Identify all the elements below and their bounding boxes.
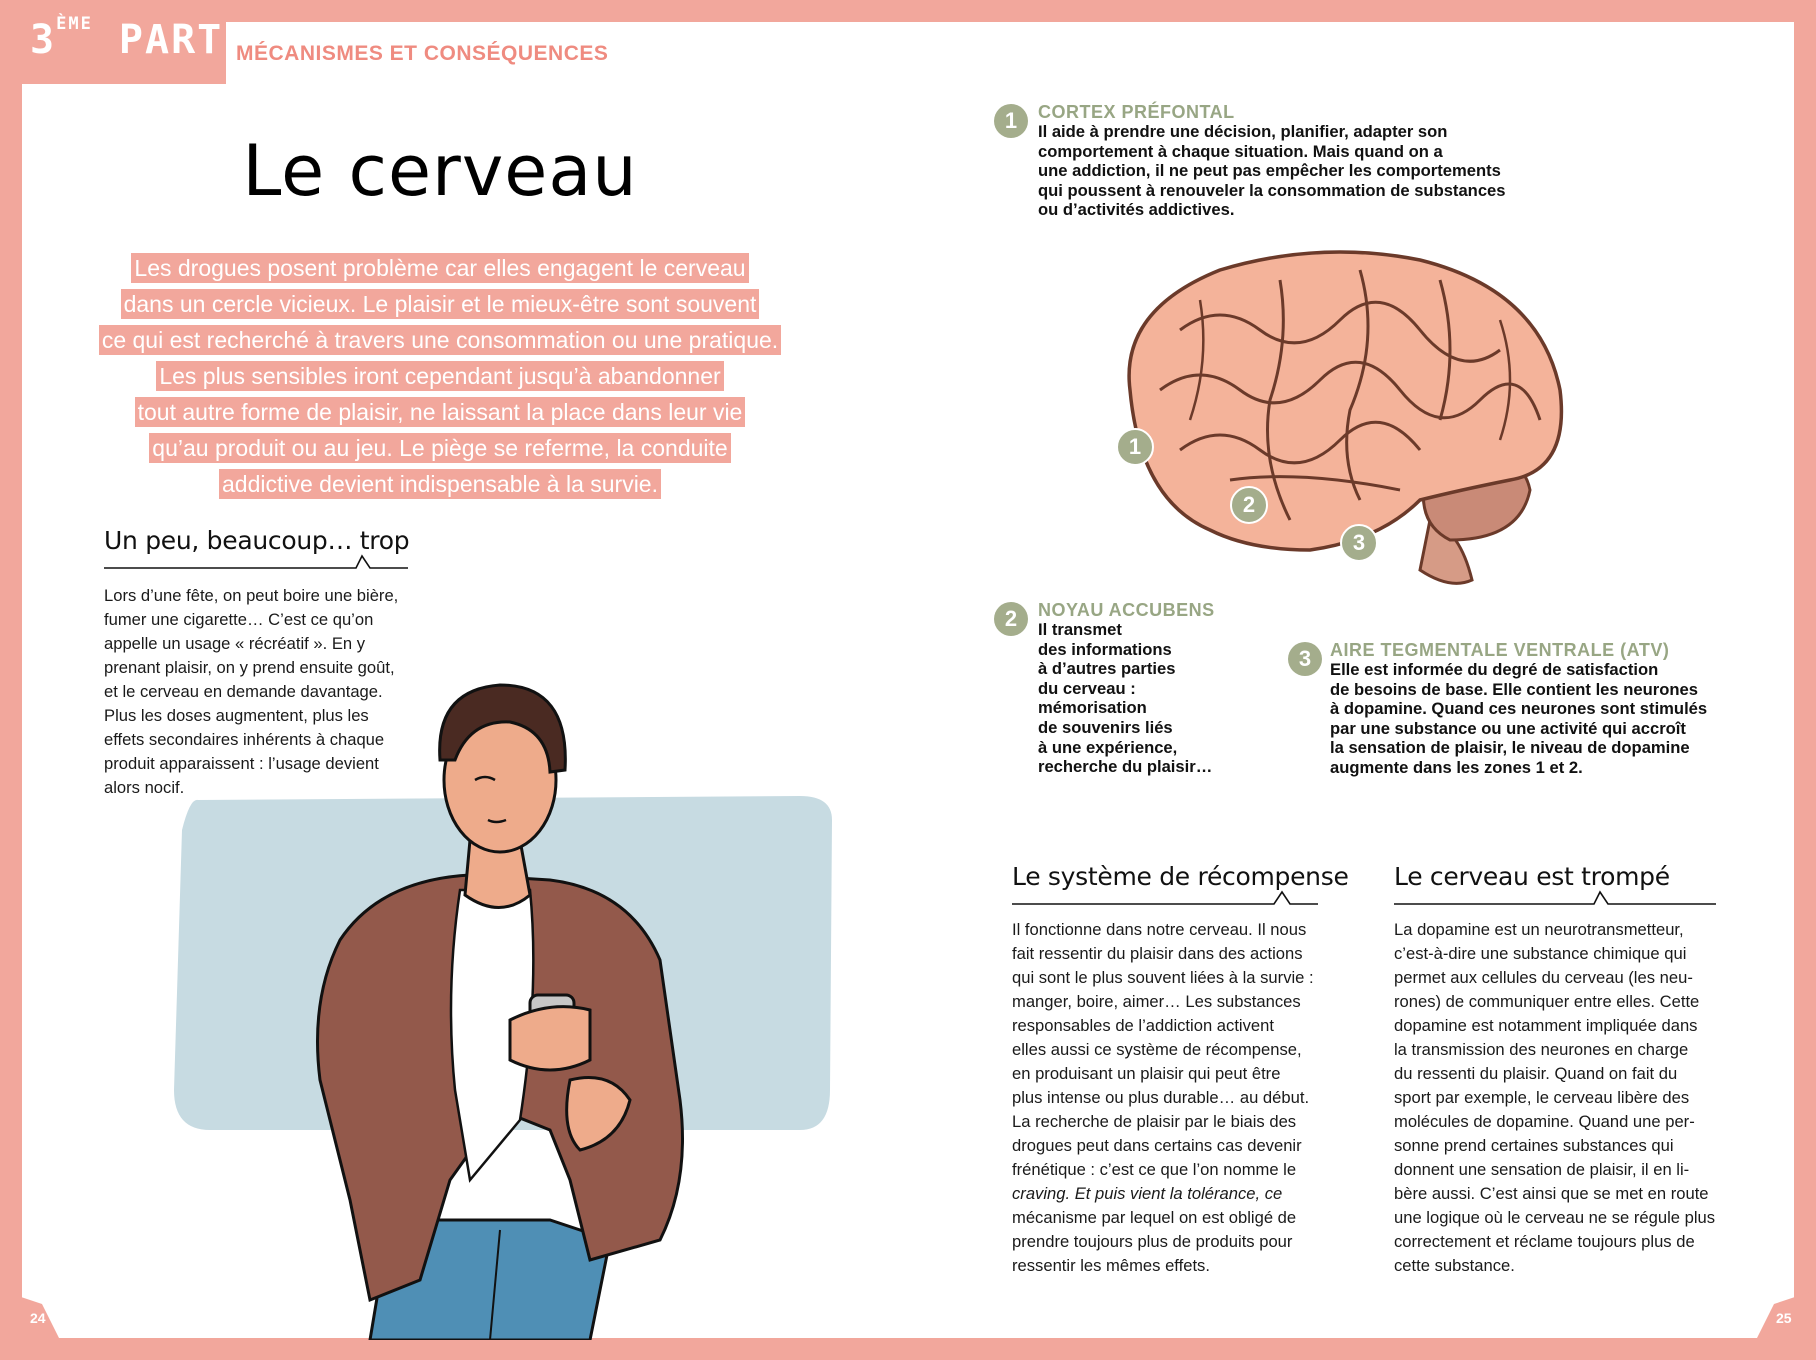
text-line: rones) de communiquer entre elles. Cette [1394, 992, 1700, 1011]
callout-number-2: 2 [994, 602, 1028, 636]
text-line: molécules de dopamine. Quand une per- [1394, 1112, 1695, 1131]
text-line: Il transmet [1038, 620, 1122, 639]
text-line: c’est-à-dire une substance chimique qui [1394, 944, 1687, 963]
text-line: fait ressentir du plaisir dans des actions [1012, 944, 1303, 963]
callout-title-2: NOYAU ACCUBENS [1038, 600, 1215, 620]
callout-title-3: AIRE TEGMENTALE VENTRALE (ATV) [1330, 640, 1670, 660]
text-line: La recherche de plaisir par le biais des [1012, 1112, 1297, 1131]
intro-line: qu’au produit ou au jeu. Le piège se referme, la conduite [149, 433, 730, 463]
text-line: plus intense ou plus durable… au début. [1012, 1088, 1310, 1107]
text-line: la transmission des neurones en charge [1394, 1040, 1689, 1059]
text-line: augmente dans les zones 1 et 2. [1330, 757, 1583, 777]
text-line: Plus les doses augmentent, plus les [104, 706, 369, 725]
page-number-left: 24 [30, 1310, 46, 1326]
text-line: de besoins de base. Elle contient les neurones [1330, 679, 1698, 699]
section-title-usage: Un peu, beaucoup… trop [104, 526, 410, 555]
page-title: Le cerveau [242, 130, 638, 212]
text-line: effets secondaires inhérents à chaque [104, 730, 385, 749]
text-line: La dopamine est un neurotransmetteur, [1394, 920, 1684, 939]
text-line: à d’autres parties [1038, 659, 1176, 679]
brain-marker-3: 3 [1340, 524, 1378, 562]
text-line: craving. Et puis vient la tolérance, ce [1012, 1184, 1283, 1203]
text-line: cette substance. [1394, 1256, 1515, 1275]
hand-holding [510, 1007, 590, 1070]
text-line: frénétique : c’est ce que l’on nomme le [1012, 1160, 1297, 1179]
brain-marker-1: 1 [1116, 428, 1154, 466]
text-line: bère aussi. C’est ainsi que se met en route [1394, 1184, 1709, 1203]
intro-line: tout autre forme de plaisir, ne laissant la place dans leur vie [135, 397, 746, 427]
young-man-illustration [170, 660, 870, 1340]
text-line: fumer une cigarette… C’est ce qu’on [104, 610, 374, 629]
text-line: appelle un usage « récréatif ». En y [104, 634, 366, 653]
text-line: du ressenti du plaisir. Quand on fait du [1394, 1064, 1678, 1083]
brain-marker-2: 2 [1230, 486, 1268, 524]
text-line: Il fonctionne dans notre cerveau. Il nous [1012, 920, 1307, 939]
callout-text-2 [1038, 620, 1238, 777]
text-line: elles aussi ce système de récompense, [1012, 1040, 1302, 1059]
text-line: une addiction, il ne peut pas empêcher les comportements [1038, 161, 1501, 181]
text-line: qui poussent à renouveler la consommation de substances [1038, 180, 1506, 200]
text-line: permet aux cellules du cerveau (les neu- [1394, 968, 1693, 987]
text-line: dopamine est notamment impliquée dans [1394, 1016, 1698, 1035]
section-body-fooled [1394, 918, 1716, 1278]
text-line: Il aide à prendre une décision, planifier, adapter son [1038, 122, 1448, 141]
section-title-fooled: Le cerveau est trompé [1394, 862, 1670, 891]
section-rule-fooled [1394, 884, 1716, 908]
text-line: Lors d’une fête, on peut boire une bière, [104, 586, 399, 605]
callout-number-1: 1 [994, 104, 1028, 138]
text-line: par une substance ou une activité qui accroît [1330, 718, 1686, 738]
text-line: manger, boire, aimer… Les substances [1012, 992, 1301, 1011]
text-line: Elle est informée du degré de satisfaction [1330, 660, 1659, 679]
intro-paragraph [70, 250, 810, 502]
intro-line: Les plus sensibles iront cependant jusqu’à abandonner [156, 361, 723, 391]
text-line: à dopamine. Quand ces neurones sont stimulés [1330, 699, 1708, 719]
callout-title-1: CORTEX PRÉFONTAL [1038, 102, 1235, 122]
section-tag: MÉCANISMES ET CONSÉQUENCES [236, 42, 609, 65]
text-line: sonne prend certaines substances qui [1394, 1136, 1674, 1155]
text-line: la sensation de plaisir, le niveau de dopamine [1330, 738, 1690, 758]
callout-number-3: 3 [1288, 642, 1322, 676]
text-line: à une expérience, [1038, 737, 1178, 757]
text-line: de souvenirs liés [1038, 717, 1173, 737]
part-tab [0, 0, 276, 84]
page-number-right: 25 [1776, 1310, 1792, 1326]
section-rule-usage [104, 548, 408, 572]
text-line: sport par exemple, le cerveau libère des [1394, 1088, 1690, 1107]
intro-line: addictive devient indispensable à la survie. [219, 469, 661, 499]
text-line: mémorisation [1038, 698, 1147, 718]
part-suffix: ÈME [56, 14, 93, 34]
section-rule-reward [1012, 884, 1318, 908]
text-line: en produisant un plaisir qui peut être [1012, 1064, 1281, 1083]
text-line: ressentir les mêmes effets. [1012, 1256, 1210, 1275]
text-line: donnent une sensation de plaisir, il en li- [1394, 1160, 1690, 1179]
text-line: mécanisme par lequel on est obligé de [1012, 1208, 1297, 1227]
text-line: prenant plaisir, on y prend ensuite goût, [104, 658, 395, 677]
callout-text-1 [1038, 122, 1538, 220]
text-line: alors nocif. [104, 778, 185, 797]
text-line: ou d’activités addictives. [1038, 200, 1235, 220]
text-line: qui sont le plus souvent liées à la survie : [1012, 968, 1314, 987]
text-line: drogues peut dans certains cas devenir [1012, 1136, 1302, 1155]
text-line: du cerveau : [1038, 678, 1136, 698]
intro-line: dans un cercle vicieux. Le plaisir et le mieux-être sont souvent [121, 289, 760, 319]
text-line: une logique où le cerveau ne se régule plus [1394, 1208, 1716, 1227]
text-line: responsables de l’addiction activent [1012, 1016, 1274, 1035]
text-line: produit apparaissent : l’usage devient [104, 754, 379, 773]
intro-line: Les drogues posent problème car elles engagent le cerveau [131, 253, 748, 283]
text-line: correctement et réclame toujours plus de [1394, 1232, 1695, 1251]
text-line: des informations [1038, 639, 1172, 659]
text-line: comportement à chaque situation. Mais quand on a [1038, 141, 1443, 161]
section-body-reward [1012, 918, 1316, 1278]
text-line: prendre toujours plus de produits pour [1012, 1232, 1293, 1251]
intro-line: ce qui est recherché à travers une consommation ou une pratique. [99, 325, 781, 355]
section-title-reward: Le système de récompense [1012, 862, 1349, 891]
text-line: recherche du plaisir… [1038, 757, 1213, 777]
part-word: PARTIE [118, 17, 276, 63]
part-number: 3 [30, 17, 57, 63]
text-line: et le cerveau en demande davantage. [104, 682, 383, 701]
callout-text-3 [1330, 660, 1750, 778]
